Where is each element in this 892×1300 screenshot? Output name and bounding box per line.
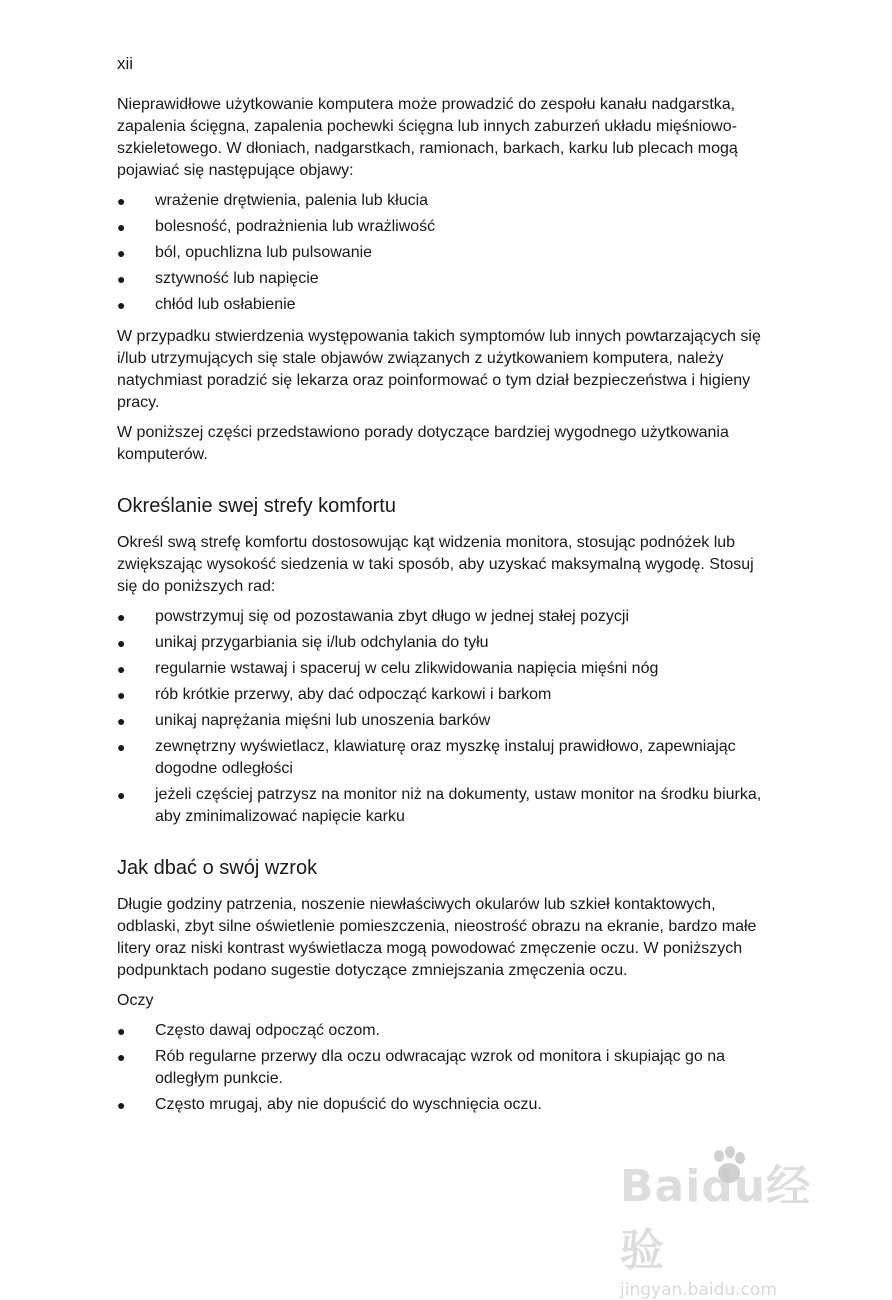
document-body bbox=[117, 94, 767, 1126]
bullet-icon: ● bbox=[117, 245, 126, 261]
list-item: ● wrażenie drętwienia, palenia lub kłucia bbox=[117, 190, 767, 212]
list-item: ● sztywność lub napięcie bbox=[117, 268, 767, 290]
intro-paragraph: Nieprawidłowe użytkowanie komputera może prowadzić do zespołu kanału nadgarstka, zapalenia ścięgna, zapalenia pochewki ścięgna lub innych zaburzeń układu mięśniowo-szkieletowego. W dłoniach, nadgarstkach, ramionach, barkach, karku lub plecach mogą pojawiać się następujące objawy: bbox=[117, 96, 738, 179]
baidu-watermark bbox=[620, 1150, 850, 1300]
bullet-icon: ● bbox=[117, 1097, 126, 1113]
list-item: ● chłód lub osłabienie bbox=[117, 294, 767, 316]
bullet-icon: ● bbox=[117, 687, 126, 703]
list-item: ● powstrzymuj się od pozostawania zbyt długo w jednej stałej pozycji bbox=[117, 606, 767, 628]
list-item: ● bolesność, podrażnienia lub wrażliwość bbox=[117, 216, 767, 238]
bullet-icon: ● bbox=[117, 271, 126, 287]
list-item: ● zewnętrzny wyświetlacz, klawiaturę oraz myszkę instaluj prawidłowo, zapewniając dogodne odległości bbox=[117, 738, 736, 777]
watermark-url: jingyan.baidu.com bbox=[620, 1280, 777, 1300]
list-item: ● regularnie wstawaj i spaceruj w celu zlikwidowania napięcia mięśni nóg bbox=[117, 658, 767, 680]
comfort-tips-list bbox=[117, 606, 767, 828]
bullet-icon: ● bbox=[117, 739, 126, 755]
symptoms-warning-paragraph: W przypadku stwierdzenia występowania takich symptomów lub innych powtarzających się i/lub utrzymujących się stale objawów związanych z użytkowaniem komputera, należy natychmiast poradzić się lekarza oraz poinformować o tym dział bezpieczeństwa i higieny pracy. bbox=[117, 328, 761, 411]
eyes-subheading: Oczy bbox=[117, 992, 154, 1009]
watermark-logo: Baidu经验 bbox=[620, 1161, 812, 1276]
page-number: xii bbox=[117, 54, 134, 73]
advice-intro-paragraph: W poniższej części przedstawiono porady dotyczące bardziej wygodnego użytkowania komputerów. bbox=[117, 424, 729, 463]
comfort-paragraph: Określ swą strefę komfortu dostosowując kąt widzenia monitora, stosując podnóżek lub zwiększając wysokość siedzenia w taki sposób, aby uzyskać maksymalną wygodę. Stosuj się do poniższych rad: bbox=[117, 534, 754, 595]
vision-paragraph: Długie godziny patrzenia, noszenie niewłaściwych okularów lub szkieł kontaktowych, odblaski, zbyt silne oświetlenie pomieszczenia, nieostrość obrazu na ekranie, bardzo małe litery oraz niski kontrast wyświetlacza mogą powodować zmęczenie oczu. W poniższych podpunktach podano sugestie dotyczące zmniejszania zmęczenia oczu. bbox=[117, 896, 757, 979]
list-item: ● Rób regularne przerwy dla oczu odwracając wzrok od monitora i skupiając go na odległym punkcie. bbox=[117, 1048, 726, 1087]
list-item: ● unikaj naprężania mięśni lub unoszenia barków bbox=[117, 710, 767, 732]
bullet-icon: ● bbox=[117, 1049, 126, 1065]
bullet-icon: ● bbox=[117, 661, 126, 677]
list-item: ● Często dawaj odpocząć oczom. bbox=[117, 1020, 767, 1042]
bullet-icon: ● bbox=[117, 1023, 126, 1039]
bullet-icon: ● bbox=[117, 713, 126, 729]
list-item: ● rób krótkie przerwy, aby dać odpocząć karkowi i barkom bbox=[117, 684, 767, 706]
bullet-icon: ● bbox=[117, 635, 126, 651]
comfort-heading: Określanie swej strefy komfortu bbox=[117, 495, 396, 517]
bullet-icon: ● bbox=[117, 193, 126, 209]
list-item: ● jeżeli częściej patrzysz na monitor niż na dokumenty, ustaw monitor na środku biurka, aby zminimalizować napięcie karku bbox=[117, 786, 762, 825]
bullet-icon: ● bbox=[117, 297, 126, 313]
bullet-icon: ● bbox=[117, 219, 126, 235]
list-item: ● unikaj przygarbiania się i/lub odchylania do tyłu bbox=[117, 632, 767, 654]
bullet-icon: ● bbox=[117, 609, 126, 625]
list-item: ● ból, opuchlizna lub pulsowanie bbox=[117, 242, 767, 264]
symptom-list bbox=[117, 190, 767, 316]
vision-heading: Jak dbać o swój wzrok bbox=[117, 857, 318, 879]
eye-tips-list bbox=[117, 1020, 767, 1116]
bullet-icon: ● bbox=[117, 787, 126, 803]
list-item: ● Często mrugaj, aby nie dopuścić do wyschnięcia oczu. bbox=[117, 1094, 767, 1116]
